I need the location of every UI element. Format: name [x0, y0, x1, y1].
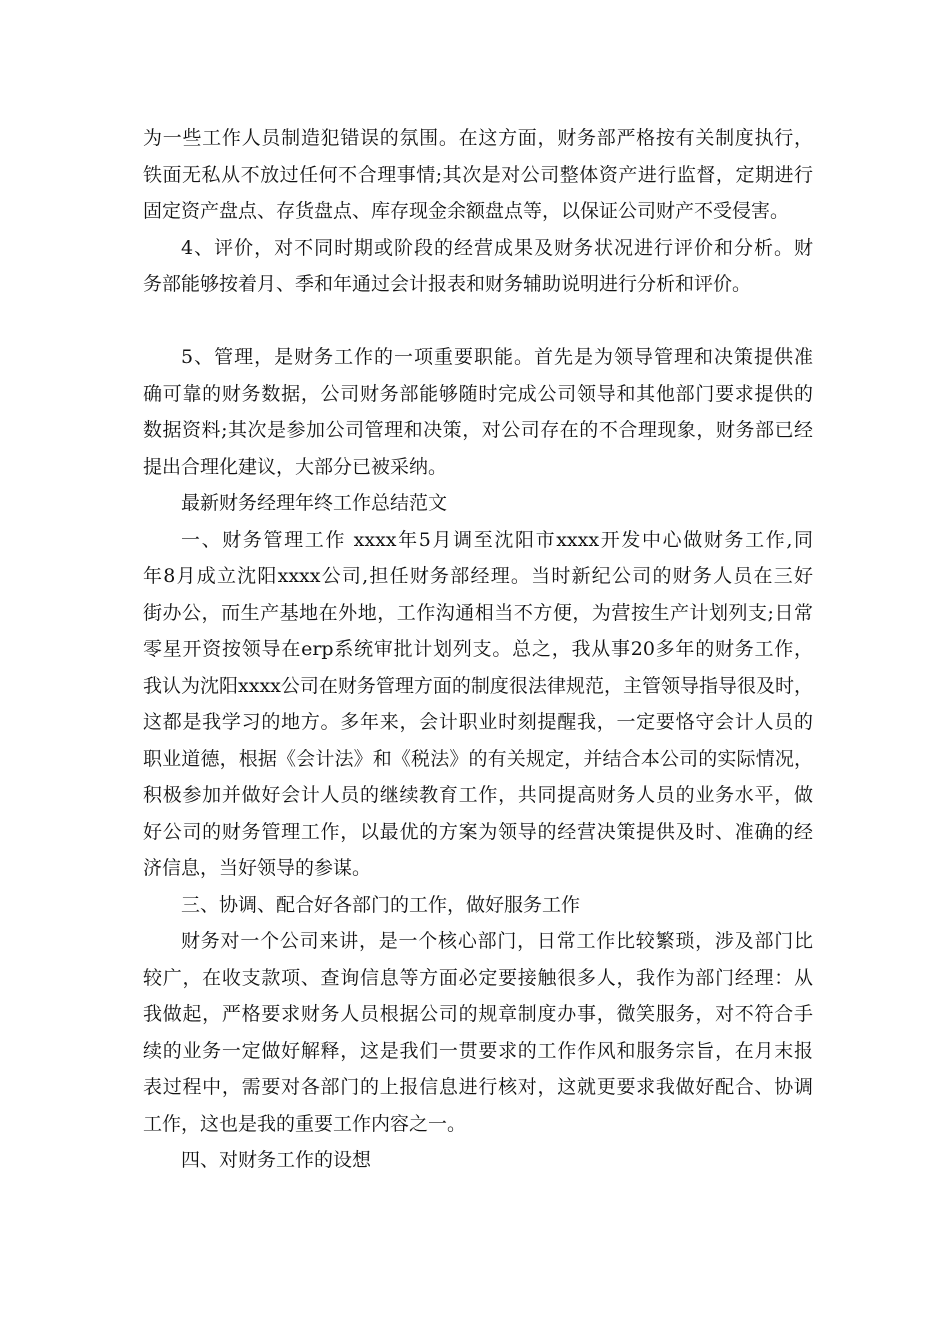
text-line: 我做起，严格要求财务人员根据公司的规章制度办事，微笑服务，对不符合手 — [143, 1003, 813, 1025]
text-line: 好公司的财务管理工作，以最优的方案为领导的经营决策提供及时、准确的经 — [143, 820, 813, 843]
text-line: 最新财务经理年终工作总结范文 — [181, 492, 448, 514]
text-line: 4、评价，对不同时期或阶段的经营成果及财务状况进行评价和分析。财 — [181, 236, 813, 259]
text-line: 财务对一个公司来讲，是一个核心部门，日常工作比较繁琐，涉及部门比 — [181, 930, 813, 952]
text-line: 街办公，而生产基地在外地，工作沟通相当不方便，为营按生产计划列支;日常 — [143, 601, 813, 624]
text-line: 5、管理，是财务工作的一项重要职能。首先是为领导管理和决策提供准 — [181, 346, 813, 368]
document-body — [143, 120, 813, 1179]
text-line: 积极参加并做好会计人员的继续教育工作，共同提高财务人员的业务水平，做 — [143, 784, 813, 806]
text-line: 四、对财务工作的设想 — [181, 1149, 372, 1171]
text-line: 职业道德，根据《会计法》和《税法》的有关规定，并结合本公司的实际情况， — [143, 747, 813, 770]
text-line: 固定资产盘点、存货盘点、库存现金余额盘点等，以保证公司财产不受侵害。 — [143, 200, 790, 222]
paragraph — [143, 485, 813, 522]
text-line: 我认为沈阳xxxx公司在财务管理方面的制度很法律规范，主管领导指导很及时， — [143, 674, 813, 697]
text-line: 济信息，当好领导的参谋。 — [143, 857, 372, 879]
paragraph — [143, 339, 813, 485]
paragraph — [143, 923, 813, 1142]
paragraph — [143, 230, 813, 303]
paragraph — [143, 120, 813, 230]
text-line: 铁面无私从不放过任何不合理事情;其次是对公司整体资产进行监督，定期进行 — [143, 163, 813, 186]
text-line: 较广，在收支款项、查询信息等方面必定要接触很多人，我作为部门经理：从 — [143, 966, 813, 989]
text-line: 为一些工作人员制造犯错误的氛围。在这方面，财务部严格按有关制度执行， — [143, 127, 813, 149]
paragraph — [143, 522, 813, 887]
paragraph — [143, 1142, 813, 1179]
text-line: 数据资料;其次是参加公司管理和决策，对公司存在的不合理现象，财务部已经 — [143, 419, 813, 441]
text-line: 工作，这也是我的重要工作内容之一。 — [143, 1112, 467, 1135]
text-line: 续的业务一定做好解释，这是我们一贯要求的工作作风和服务宗旨，在月末报 — [143, 1039, 813, 1062]
text-line: 确可靠的财务数据，公司财务部能够随时完成公司领导和其他部门要求提供的 — [143, 382, 813, 405]
text-line: 这都是我学习的地方。多年来，会计职业时刻提醒我，一定要恪守会计人员的 — [143, 711, 813, 733]
text-line: 零星开资按领导在erp系统审批计划列支。总之，我从事20多年的财务工作， — [143, 638, 813, 660]
text-line: 提出合理化建议，大部分已被采纳。 — [143, 455, 448, 478]
paragraph-spacer — [143, 303, 813, 340]
text-line: 一、财务管理工作 xxxx年5月调至沈阳市xxxx开发中心做财务工作,同 — [181, 528, 813, 551]
paragraph — [143, 887, 813, 924]
text-line: 务部能够按着月、季和年通过会计报表和财务辅助说明进行分析和评价。 — [143, 273, 752, 295]
text-line: 三、协调、配合好各部门的工作，做好服务工作 — [181, 893, 581, 916]
text-line: 年8月成立沈阳xxxx公司,担任财务部经理。当时新纪公司的财务人员在三好 — [143, 565, 813, 587]
text-line: 表过程中，需要对各部门的上报信息进行核对，这就更要求我做好配合、协调 — [143, 1076, 813, 1098]
